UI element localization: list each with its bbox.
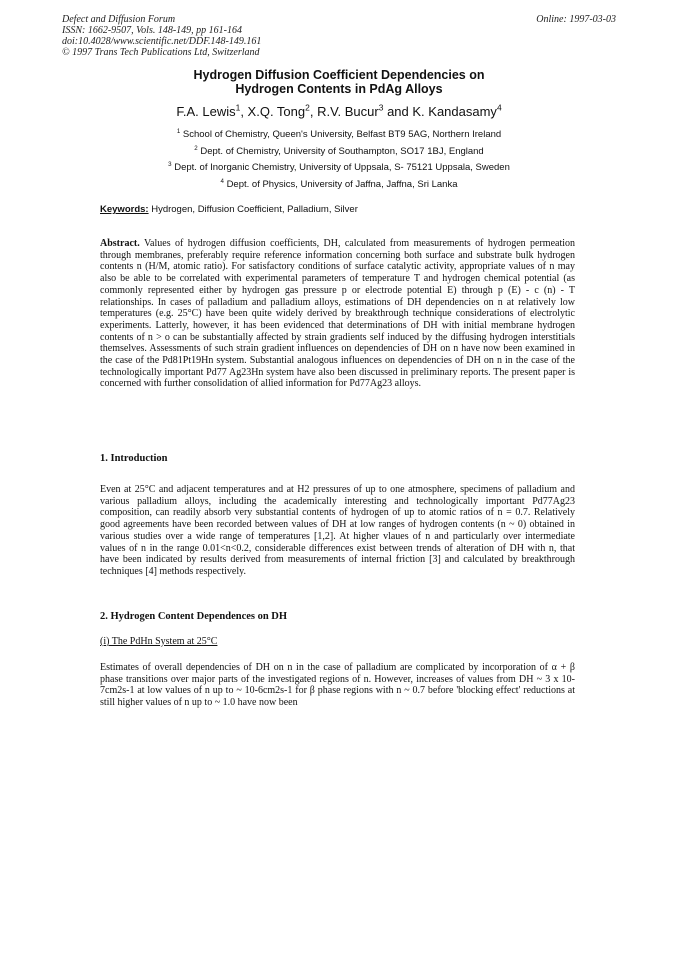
title-line-2: Hydrogen Contents in PdAg Alloys <box>235 82 443 96</box>
author-name: X.Q. Tong <box>247 104 306 119</box>
affiliation-mark: 2 <box>194 144 198 152</box>
paper-title <box>62 68 616 96</box>
subsection-heading-pdhn: (i) The PdHn System at 25°C <box>100 636 218 647</box>
affiliation <box>62 144 616 161</box>
abstract-text: Values of hydrogen diffusion coefficients, DH, calculated from measurements of hydrogen permeation through membranes, preferably require reference information concerning both surface and substrate bulk hydrogen contents n (H/M, atomic ratio). For satisfactory conditions of surface catalytic activity, appropriate values of n may also be able to be correlated with experimental parameters of temperature T and hydrogen chemical potential (as commonly represented either by hydrogen gas pressure p or electrode potential E) through p (E) - c (n) - T relationships. In cases of palladium and palladium alloys, estimations of DH dependencies on n at relatively low temperatures (e.g. 25°C) have been quite widely derived by breakthrough technique considerations of electrolytic experiments. Latterly, however, it has been evidenced that determinations of DH with initial membrane hydrogen contents of n > o can be substantially affected by strain gradients self induced by the diffusing hydrogen interstitials themselves. Assessments of such strain gradient influences on dependencies of DH on n have now been examined in the case of the Pd81Pt19Hn system. Substantial analogous influences on dependencies of DH on n in the case of the technologically important Pd77 Ag23Hn system have also been discussed in preliminary reports. The present paper is concerned with further consolidation of allied information for Pd77Ag23 alloys. <box>100 238 575 390</box>
affiliation-mark: 1 <box>176 127 181 135</box>
copyright-line: © 1997 Trans Tech Publications Ltd, Switzerland <box>62 47 260 58</box>
introduction-paragraph: Even at 25°C and adjacent temperatures and at H2 pressures of up to one atmosphere, specimens of palladium and various palladium alloys, including the academically interesting and technologically important Pd77Ag23 composition, can readily absorb very substantial contents of hydrogen of up to atomic ratios of n = 0.7. Relatively good agreements have been recorded between values of DH at low ranges of hydrogen contents (n ~ 0) obtained in various studies over a wide range of temperatures [1,2]. At higher vlaues of n and particularly over intermediate values of n in the range 0.01<n<0.2, considerable differences exist between trends of alteration of DH with n, that have been indicated by results derived from measurements of internal friction [3] and calculated by breakthrough techniques [4] methods respectively. <box>100 484 575 577</box>
affiliation <box>62 127 616 144</box>
journal-name: Defect and Diffusion Forum <box>62 14 176 25</box>
affiliation <box>62 160 616 177</box>
author-affil-mark: 1 <box>235 102 241 113</box>
abstract-paragraph <box>100 238 575 390</box>
section-heading-hydrogen-content: 2. Hydrogen Content Dependences on DH <box>100 611 288 622</box>
affiliation-mark: 4 <box>220 177 224 185</box>
journal-header <box>62 14 616 58</box>
author-affil-mark: 2 <box>305 102 310 113</box>
author-list: F.A. Lewis$^1$, X.Q. Tong$^2$, R.V. Bucur$^3$ and K. Kandasamy$^4$ <box>176 102 502 119</box>
affiliation-text: School of Chemistry, Queen's University, Belfast BT9 5AG, Northern Ireland <box>182 129 502 140</box>
abstract-label: Abstract. <box>100 238 140 249</box>
affiliation-text: Dept. of Inorganic Chemistry, University of Uppsala, S- 75121 Uppsala, Sweden <box>174 162 510 173</box>
author-affil-mark: 4 <box>496 102 502 113</box>
section2-paragraph: Estimates of overall dependencies of DH on n in the case of palladium are complicated by incorporation of α + β phase transitions over major parts of the investigated regions of n. However, increases of values from DH ~ 3 x 10-7cm2s-1 at low values of n up to ~ 10-6cm2s-1 for β phase regions with n ~ 0.7 before 'blocking effect' reductions at still higher values of n up to ~ 1.0 have now been <box>100 662 575 709</box>
keywords-line <box>100 204 358 216</box>
issn-line: ISSN: 1662-9507, Vols. 148-149, pp 161-164 <box>62 25 242 36</box>
author-name: R.V. Bucur <box>317 104 379 119</box>
affiliation <box>62 177 616 194</box>
title-line-1: Hydrogen Diffusion Coefficient Dependencies on <box>193 68 485 82</box>
affiliation-text: Dept. of Chemistry, University of Southampton, SO17 1BJ, England <box>200 145 484 157</box>
author-conjunction: and <box>387 104 409 119</box>
keywords-text: Hydrogen, Diffusion Coefficient, Palladium, Silver <box>148 204 358 215</box>
author-affil-mark: 3 <box>378 102 384 113</box>
affiliation-list <box>62 127 616 193</box>
affiliation-text: Dept. of Physics, University of Jaffna, Jaffna, Sri Lanka <box>226 178 458 190</box>
doi-line[interactable]: doi:10.4028/www.scientific.net/DDF.148-149.161 <box>62 36 262 47</box>
section-heading-introduction: 1. Introduction <box>100 453 168 464</box>
keywords-label: Keywords: <box>100 204 149 215</box>
author-name: F.A. Lewis <box>176 104 236 119</box>
affiliation-mark: 3 <box>168 160 172 168</box>
online-date: Online: 1997-03-03 <box>536 14 616 25</box>
author-name: K. Kandasamy <box>412 104 497 119</box>
